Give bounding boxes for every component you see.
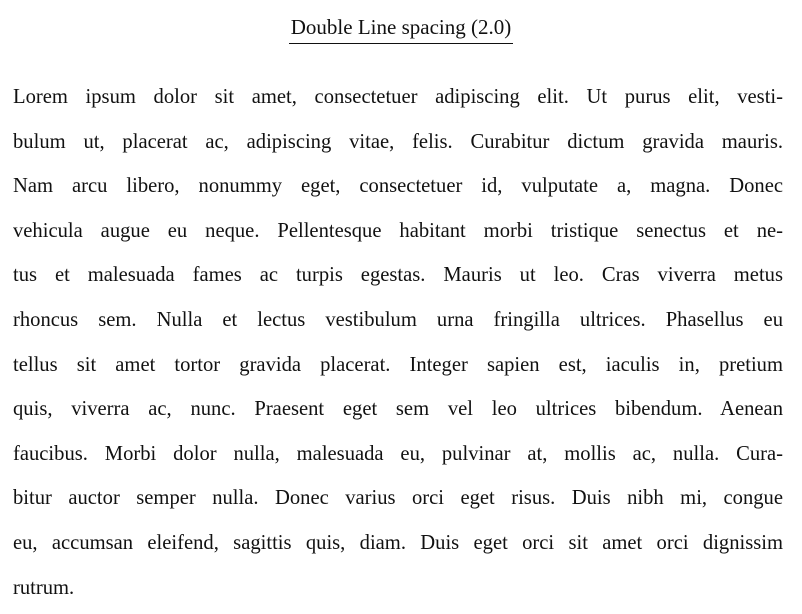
paragraph-line: vehicula augue eu neque. Pellentesque habitant morbi tristique senectus et ne- (13, 219, 783, 242)
paragraph-line: Lorem ipsum dolor sit amet, consectetuer adipiscing elit. Ut purus elit, vesti- (13, 86, 783, 108)
document-title: Double Line spacing (2.0) (289, 14, 513, 44)
paragraph-line: tus et malesuada fames ac turpis egestas. Mauris ut leo. Cras viverra metus (13, 264, 783, 287)
paragraph-line: quis, viverra ac, nunc. Praesent eget sem vel leo ultrices bibendum. Aenean (13, 398, 783, 421)
paragraph-line: faucibus. Morbi dolor nulla, malesuada eu, pulvinar at, mollis ac, nulla. Cura- (13, 442, 783, 465)
paragraph-line: eu, accumsan eleifend, sagittis quis, diam. Duis eget orci sit amet orci dignissim (13, 531, 783, 554)
paragraph-line: rhoncus sem. Nulla et lectus vestibulum urna fringilla ultrices. Phasellus eu (13, 308, 783, 331)
paragraph-line-last: rutrum. (13, 576, 75, 599)
paragraph-line: Nam arcu libero, nonummy eget, consectetuer id, vulputate a, magna. Donec (13, 175, 783, 198)
paragraph-line: bitur auctor semper nulla. Donec varius orci eget risus. Duis nibh mi, congue (13, 487, 783, 510)
paragraph-line: tellus sit amet tortor gravida placerat. Integer sapien est, iaculis in, pretium (13, 353, 783, 376)
body-paragraph (13, 79, 783, 614)
title-container (0, 14, 802, 44)
paragraph-line: bulum ut, placerat ac, adipiscing vitae, felis. Curabitur dictum gravida mauris. (13, 130, 783, 153)
